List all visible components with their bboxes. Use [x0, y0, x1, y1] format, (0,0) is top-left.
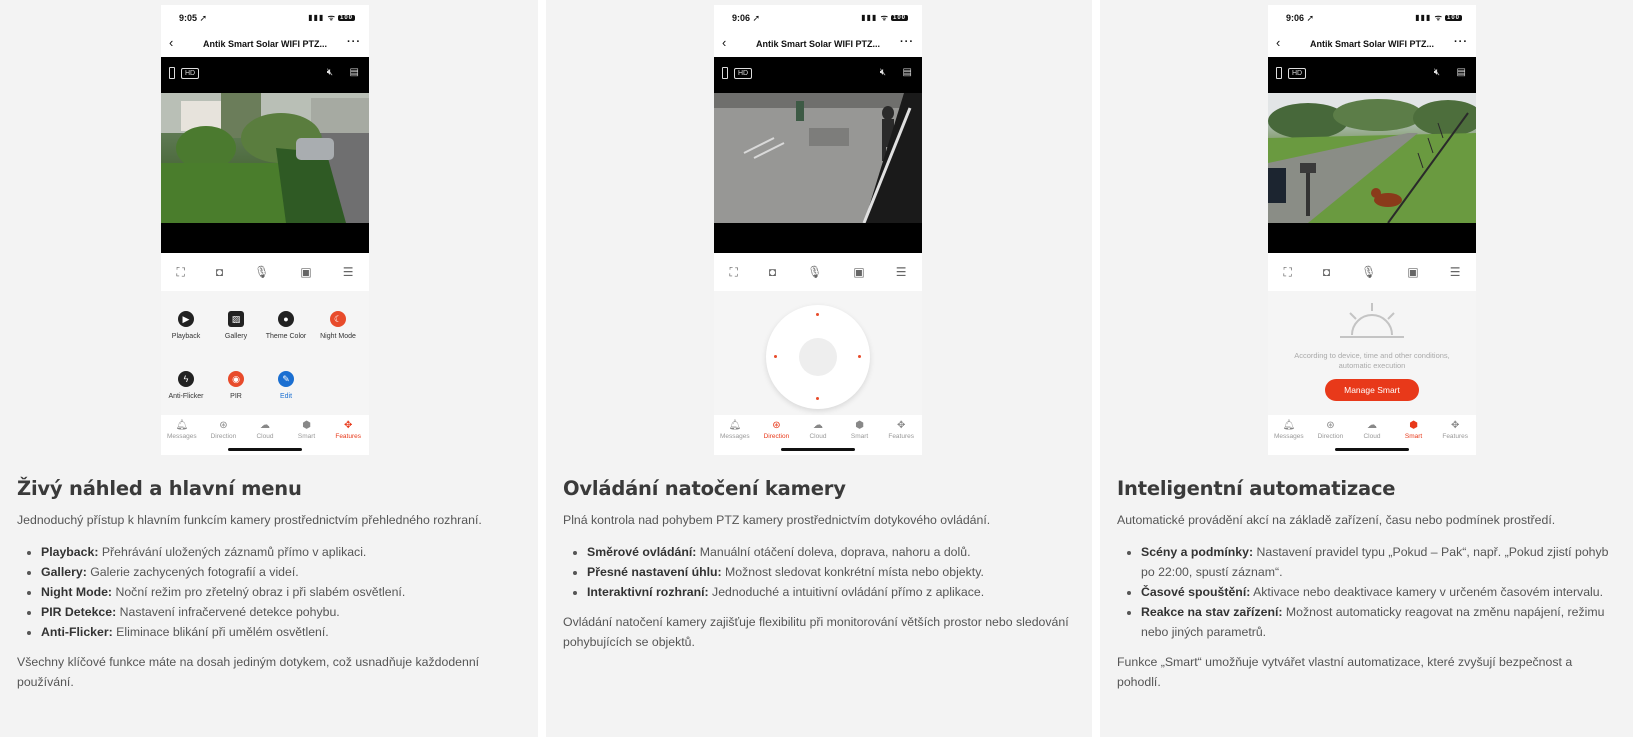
home-indicator: [781, 448, 855, 451]
home-indicator: [1335, 448, 1409, 451]
up-arrow-icon[interactable]: [816, 313, 819, 316]
camera-image-courtyard: [714, 93, 922, 223]
card-heading: Inteligentní automatizace: [1117, 477, 1396, 500]
status-time: 9:06 ➚: [1286, 13, 1315, 23]
manage-smart-button[interactable]: Manage Smart: [1325, 379, 1419, 401]
bell-icon: 🔔︎: [728, 420, 742, 431]
bell-icon: 🔔︎: [175, 420, 189, 431]
features-icon: ✥: [343, 420, 353, 431]
card-outro: Funkce „Smart“ umožňuje vytvářet vlastní automatizace, které zvyšují bezpečnost a pohodlí.: [1117, 655, 1573, 689]
video-view[interactable]: [714, 57, 922, 253]
feature-list: [41, 542, 521, 642]
mute-icon[interactable]: 🔇︎: [1433, 67, 1440, 78]
camera-image-park: [1268, 93, 1476, 223]
card-heading: Živý náhled a hlavní menu: [17, 477, 302, 500]
tab-direction[interactable]: ⊛ Direction: [756, 415, 796, 455]
device-title: Antik Smart Solar WIFI PTZ...: [202, 39, 327, 49]
features-panel: [161, 297, 369, 415]
screenshot-icon[interactable]: ◘: [1322, 265, 1331, 279]
feature-gallery[interactable]: ▨ Gallery: [211, 311, 261, 340]
down-arrow-icon[interactable]: [816, 397, 819, 400]
left-arrow-icon[interactable]: [774, 355, 777, 358]
phone-screenshot: [1268, 5, 1476, 455]
signal-wifi-icon: ▮▮▮ ᯤ 100: [308, 13, 353, 22]
status-time: 9:05 ➚: [179, 13, 208, 23]
phone-screenshot: [161, 5, 369, 455]
moon-icon: ☾: [330, 311, 346, 327]
camera-battery-icon: [169, 67, 175, 79]
video-controls: [1268, 253, 1476, 291]
card-description: [1117, 477, 1616, 692]
tab-features[interactable]: ✥ Features: [881, 415, 921, 455]
battery-icon: 100: [892, 14, 906, 21]
direction-panel: [714, 297, 922, 415]
mute-icon[interactable]: 🔇︎: [326, 67, 333, 78]
signal-wifi-icon: ▮▮▮ ᯤ 100: [861, 13, 906, 22]
smart-panel: [1268, 297, 1476, 415]
list-item: • Night Mode: Noční režim pro zřetelný obraz i při slabém osvětlení.: [41, 582, 521, 602]
camera-battery-icon: [1276, 67, 1282, 79]
camera-battery-icon: [722, 67, 728, 79]
feature-night-mode[interactable]: ☾ Night Mode: [313, 311, 363, 340]
features-icon: ✥: [896, 420, 906, 431]
tab-features[interactable]: ✥ Features: [328, 415, 368, 455]
smart-icon: ⬢: [1409, 420, 1418, 431]
app-title-bar: [714, 31, 922, 57]
device-title: Antik Smart Solar WIFI PTZ...: [755, 39, 880, 49]
settings-menu-icon[interactable]: ☰: [1449, 265, 1461, 279]
card-description: [563, 477, 1075, 652]
fullscreen-icon[interactable]: ⛶: [1283, 264, 1292, 279]
lightning-icon: ϟ: [178, 371, 194, 387]
more-icon[interactable]: ···: [1454, 36, 1468, 48]
list-item: • Scény a podmínky: Nastavení pravidel typu „Pokud – Pak“, např. „Pokud zjistí pohyb po 22:00, spustí záznam“.: [1141, 542, 1616, 582]
cloud-icon: ☁: [812, 420, 823, 431]
app-title-bar: [1268, 31, 1476, 57]
card-outro: Ovládání natočení kamery zajišťuje flexibilitu při monitorování větších prostor nebo sledování pohybujících se objektů.: [563, 615, 1069, 649]
phone-screenshot: [714, 5, 922, 455]
play-icon: ▶: [178, 311, 194, 327]
record-icon[interactable]: ▣: [1407, 265, 1419, 279]
list-icon[interactable]: ▤: [1456, 67, 1466, 78]
joystick-center[interactable]: [799, 338, 837, 376]
back-icon[interactable]: ‹: [722, 35, 727, 50]
device-title: Antik Smart Solar WIFI PTZ...: [1309, 39, 1434, 49]
feature-edit[interactable]: ✎ Edit: [261, 371, 311, 400]
card-intro: Jednoduchý přístup k hlavním funkcím kamery prostřednictvím přehledného rozhraní.: [17, 513, 482, 527]
sunrise-icon: [1338, 301, 1406, 343]
smart-empty-text: According to device, time and other conditions, automatic execution: [1294, 351, 1450, 370]
feature-theme-color[interactable]: ● Theme Color: [261, 311, 311, 340]
microphone-icon[interactable]: 🎙︎: [254, 265, 270, 279]
tab-messages[interactable]: 🔔︎ Messages: [162, 415, 202, 455]
more-icon[interactable]: ···: [900, 36, 914, 48]
tab-smart[interactable]: ⬢ Smart: [287, 415, 327, 455]
card-live-preview: [0, 0, 538, 737]
list-item: • Časové spouštění: Aktivace nebo deaktivace kamery v určeném časovém intervalu.: [1141, 582, 1616, 602]
list-icon[interactable]: ▤: [349, 67, 359, 78]
hd-toggle[interactable]: HD: [181, 68, 199, 79]
tab-smart[interactable]: ⬢ Smart: [840, 415, 880, 455]
feature-pir[interactable]: ◉ PIR: [211, 371, 261, 400]
battery-icon: 100: [339, 14, 353, 21]
app-title-bar: [161, 31, 369, 57]
ptz-joystick[interactable]: [766, 305, 870, 409]
settings-menu-icon[interactable]: ☰: [342, 265, 354, 279]
tab-cloud[interactable]: ☁ Cloud: [1352, 415, 1392, 455]
features-icon: ✥: [1450, 420, 1460, 431]
list-item: • Gallery: Galerie zachycených fotografií a videí.: [41, 562, 521, 582]
pir-icon: ◉: [228, 371, 244, 387]
tab-features[interactable]: ✥ Features: [1435, 415, 1475, 455]
card-description: [17, 477, 521, 692]
tab-direction[interactable]: ⊛ Direction: [1310, 415, 1350, 455]
record-icon[interactable]: ▣: [853, 265, 865, 279]
image-icon: ▨: [228, 311, 244, 327]
screenshot-icon[interactable]: ◘: [215, 265, 224, 279]
hd-toggle[interactable]: HD: [1288, 68, 1306, 79]
screenshot-icon[interactable]: ◘: [768, 265, 777, 279]
mute-icon[interactable]: 🔇︎: [879, 67, 886, 78]
status-bar: [161, 5, 369, 31]
cloud-icon: ☁: [259, 420, 270, 431]
edit-icon: ✎: [278, 371, 294, 387]
tab-direction[interactable]: ⊛ Direction: [203, 415, 243, 455]
back-icon[interactable]: ‹: [169, 35, 174, 50]
tab-messages[interactable]: 🔔︎ Messages: [715, 415, 755, 455]
settings-menu-icon[interactable]: ☰: [895, 265, 907, 279]
back-icon[interactable]: ‹: [1276, 35, 1281, 50]
tab-smart[interactable]: ⬢ Smart: [1394, 415, 1434, 455]
record-icon[interactable]: ▣: [300, 265, 312, 279]
video-controls: [714, 253, 922, 291]
direction-icon: ⊛: [772, 420, 781, 431]
cloud-icon: ☁: [1366, 420, 1377, 431]
card-outro: Všechny klíčové funkce máte na dosah jediným dotykem, což usnadňuje každodenní používání.: [17, 655, 480, 689]
signal-wifi-icon: ▮▮▮ ᯤ 100: [1415, 13, 1460, 22]
feature-anti-flicker[interactable]: ϟ Anti-Flicker: [161, 371, 211, 400]
hd-toggle[interactable]: HD: [734, 68, 752, 79]
list-item: • PIR Detekce: Nastavení infračervené detekce pohybu.: [41, 602, 521, 622]
tab-cloud[interactable]: ☁ Cloud: [798, 415, 838, 455]
status-time: 9:06 ➚: [732, 13, 761, 23]
camera-image-garden: [161, 93, 369, 223]
list-item: • Playback: Přehrávání uložených záznamů přímo v aplikaci.: [41, 542, 521, 562]
feature-list: [587, 542, 1075, 602]
feature-list: [1141, 542, 1616, 642]
card-heading: Ovládání natočení kamery: [563, 477, 846, 500]
right-arrow-icon[interactable]: [858, 355, 861, 358]
list-item: • Přesné nastavení úhlu: Možnost sledovat konkrétní místa nebo objekty.: [587, 562, 1075, 582]
list-item: • Anti-Flicker: Eliminace blikání při umělém osvětlení.: [41, 622, 521, 642]
direction-icon: ⊛: [1326, 420, 1335, 431]
list-item: • Interaktivní rozhraní: Jednoduché a intuitivní ovládání přímo z aplikace.: [587, 582, 1075, 602]
microphone-icon[interactable]: 🎙︎: [807, 265, 823, 279]
feature-playback[interactable]: ▶ Playback: [161, 311, 211, 340]
home-indicator: [228, 448, 302, 451]
more-icon[interactable]: ···: [347, 36, 361, 48]
card-intro: Automatické provádění akcí na základě zařízení, času nebo podmínek prostředí.: [1117, 513, 1556, 527]
card-smart-automation: [1100, 0, 1633, 737]
smart-icon: ⬢: [302, 420, 311, 431]
battery-icon: 100: [1446, 14, 1460, 21]
list-item: • Směrové ovládání: Manuální otáčení doleva, doprava, nahoru a dolů.: [587, 542, 1075, 562]
list-icon[interactable]: ▤: [902, 67, 912, 78]
bell-icon: 🔔︎: [1282, 420, 1296, 431]
card-intro: Plná kontrola nad pohybem PTZ kamery prostřednictvím dotykového ovládání.: [563, 513, 991, 527]
status-bar: [714, 5, 922, 31]
fullscreen-icon[interactable]: ⛶: [729, 264, 738, 279]
smart-icon: ⬢: [855, 420, 864, 431]
tab-cloud[interactable]: ☁ Cloud: [245, 415, 285, 455]
fullscreen-icon[interactable]: ⛶: [176, 264, 185, 279]
direction-icon: ⊛: [219, 420, 228, 431]
status-bar: [1268, 5, 1476, 31]
tab-messages[interactable]: 🔔︎ Messages: [1269, 415, 1309, 455]
microphone-icon[interactable]: 🎙︎: [1361, 265, 1377, 279]
list-item: • Reakce na stav zařízení: Možnost automaticky reagovat na změnu napájení, režimu nebo jiných parametrů.: [1141, 602, 1616, 642]
video-view[interactable]: [161, 57, 369, 253]
palette-icon: ●: [278, 311, 294, 327]
card-camera-direction: [546, 0, 1092, 737]
video-controls: [161, 253, 369, 291]
video-view[interactable]: [1268, 57, 1476, 253]
